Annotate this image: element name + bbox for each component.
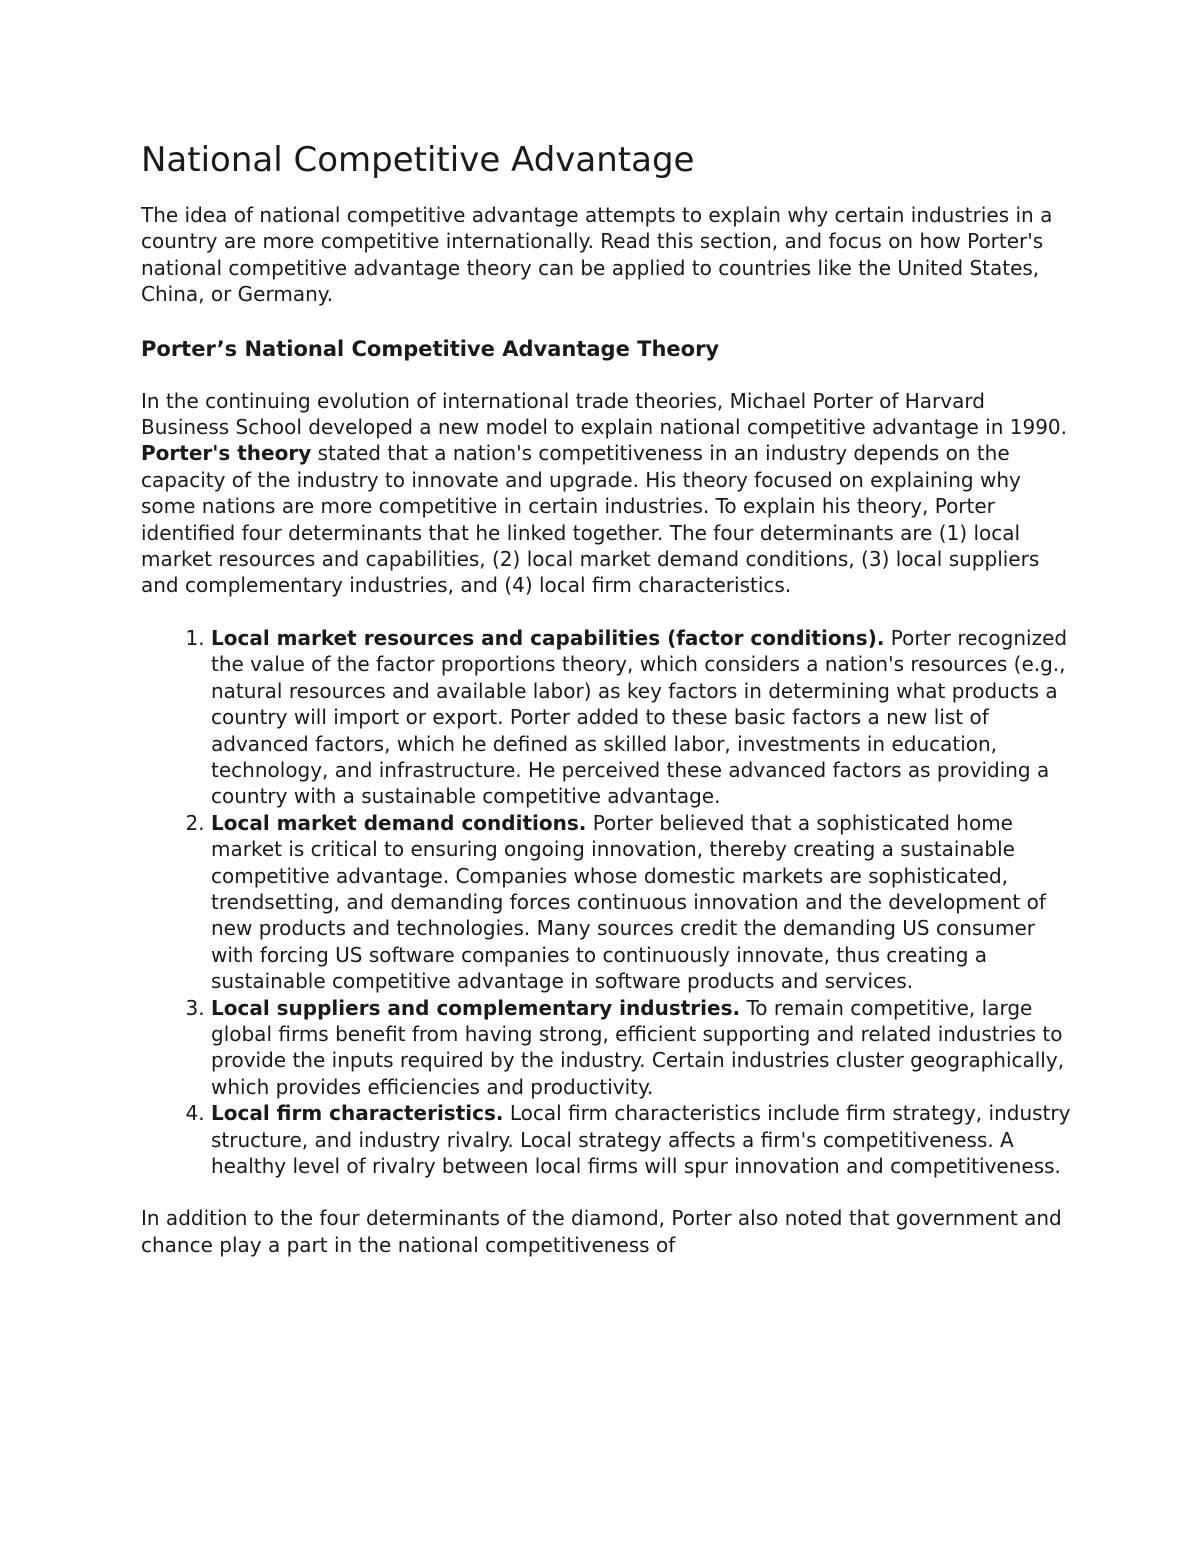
intro-paragraph: The idea of national competitive advantage attempts to explain why certain industries in a country are more competitive internationally. Read this section, and focus on how Porter's national competitive advantage theory can be applied to countries like the United States, China, or Germany. bbox=[141, 203, 1053, 307]
section-heading: Porter’s National Competitive Advantage Theory bbox=[141, 336, 720, 361]
list-item-term: Local firm characteristics. bbox=[211, 1101, 504, 1126]
list-item-text: To remain competitive, large global firms benefit from having strong, efficient supporting and related industries to provide the inputs required by the industry. Certain industries cluster geographically, which provides efficiencies and productivity. bbox=[211, 995, 1065, 1099]
list-item bbox=[211, 1100, 1071, 1179]
body-text-after: stated that a nation's competitiveness in an industry depends on the capacity of the industry to innovate and upgrade. His theory focused on explaining why some nations are more competitive in certain industries. To explain his theory, Porter identified four determinants that he linked together. The four determinants are (1) local market resources and capabilities, (2) local market demand conditions, (3) local suppliers and complementary industries, and (4) local firm characteristics. bbox=[141, 441, 1040, 598]
list-item-text: Porter believed that a sophisticated home market is critical to ensuring ongoing innovation, thereby creating a sustainable competitive advantage. Companies whose domestic markets are sophisticated, trendsetting, and demanding forces continuous innovation and the development of new products and technologies. Many sources credit the demanding US consumer with forcing US software companies to continuously innovate, thus creating a sustainable competitive advantage in software products and services. bbox=[211, 810, 1046, 994]
list-item bbox=[211, 810, 1071, 995]
body-bold-term: Porter's theory bbox=[141, 441, 312, 466]
body-text-before: In the continuing evolution of international trade theories, Michael Porter of Harvard Business School developed a new model to explain national competitive advantage in 1990. bbox=[141, 388, 1067, 440]
list-item-term: Local suppliers and complementary industries. bbox=[211, 995, 741, 1020]
list-item bbox=[211, 625, 1071, 810]
body-paragraph bbox=[141, 388, 1071, 599]
list-item-term: Local market demand conditions. bbox=[211, 810, 587, 835]
closing-paragraph: In addition to the four determinants of the diamond, Porter also noted that government and chance play a part in the national competitiveness of bbox=[141, 1206, 1062, 1257]
document-title: National Competitive Advantage bbox=[141, 140, 695, 180]
list-item-text: Porter recognized the value of the factor proportions theory, which considers a nation's resources (e.g., natural resources and available labor) as key factors in determining what products a country will import or export. Porter added to these basic factors a new list of advanced factors, which he defined as skilled labor, investments in education, technology, and infrastructure. He perceived these advanced factors as providing a country with a sustainable competitive advantage. bbox=[211, 625, 1068, 809]
list-item-term: Local market resources and capabilities (factor conditions). bbox=[211, 625, 885, 650]
document-page bbox=[141, 138, 1071, 1258]
list-item-text: Local firm characteristics include firm strategy, industry structure, and industry rivalry. Local strategy affects a firm's competitiveness. A healthy level of rivalry between local firms will spur innovation and competitiveness. bbox=[211, 1101, 1071, 1178]
determinants-list bbox=[141, 625, 1071, 1180]
list-item bbox=[211, 995, 1071, 1101]
